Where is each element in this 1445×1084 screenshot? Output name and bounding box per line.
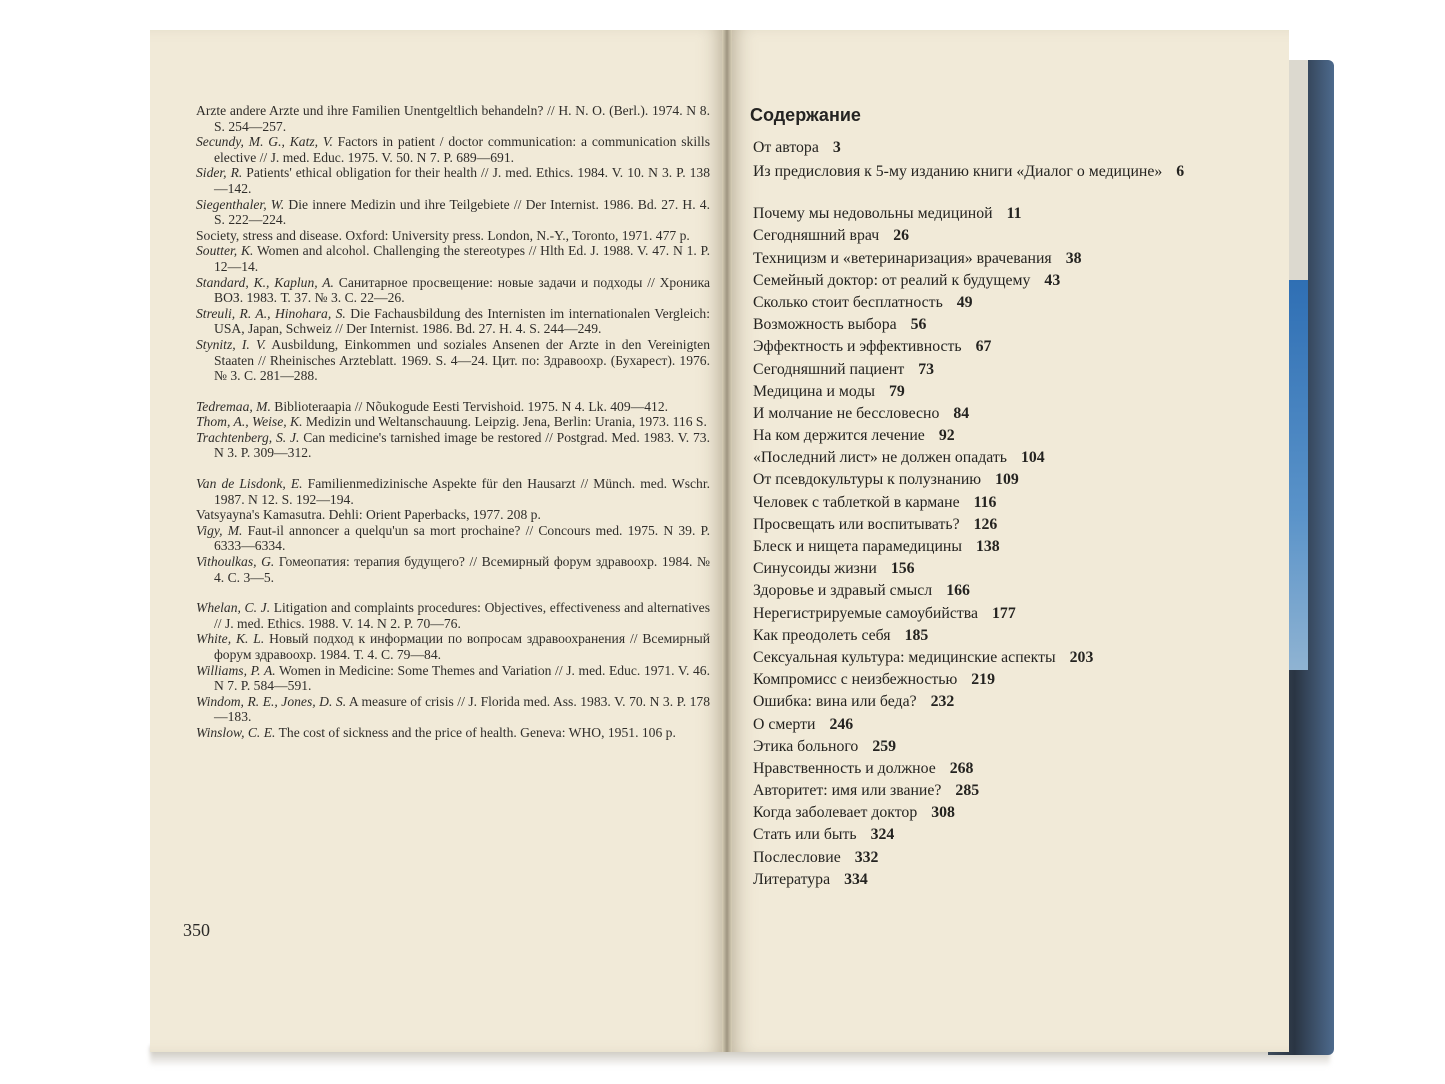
reference-entry: [196, 631, 710, 662]
toc-title: Содержание: [750, 105, 861, 125]
toc-entry-label: Человек с таблеткой в кармане: [753, 493, 960, 511]
reference-text: Новый подход к информации по вопросам здравоохранения // Всемирный форум здравоохр. 1984. Т. 4. С. 79—84.: [214, 631, 711, 662]
toc-entry: [753, 582, 1223, 604]
reference-text: Can medicine's tarnished image be restored // Postgrad. Med. 1983. V. 73. N 3. P. 309—312.: [214, 429, 710, 461]
reference-author: Trachtenberg, S. J.: [196, 429, 300, 445]
toc-entry-label: Семейный доктор: от реалий к будущему: [753, 271, 1031, 289]
toc-entry-label: «Последний лист» не должен опадать: [753, 449, 1007, 467]
toc-entry-page: 49: [956, 293, 973, 311]
page-number: 350: [183, 920, 210, 940]
toc-entry-label: Как преодолеть себя: [753, 626, 891, 644]
toc-entry-label: Сексуальная культура: медицинские аспекты: [753, 648, 1056, 666]
reference-entry: [196, 337, 710, 384]
reference-author: Windom, R. E., Jones, D. S.: [196, 693, 347, 709]
toc-entry-label: Сколько стоит бесплатность: [753, 293, 943, 311]
toc-entry-label: Литература: [753, 870, 831, 888]
reference-entry: [196, 399, 710, 415]
toc-entry-page: 43: [1044, 271, 1061, 289]
toc-entry-page: 308: [931, 804, 955, 822]
toc-entry: [753, 449, 1223, 471]
reference-text: Die Fachausbildung des Internisten im internationalen Vergleich: USA, Japan, Schweiz // Der Internist. 1986. Bd. 27. H. 4. S. 244—249.: [214, 305, 710, 337]
reference-text: Гомеопатия: терапия будущего? // Всемирный форум здравоохр. 1984. № 4. С. 3—5.: [214, 554, 710, 585]
toc-entry: [753, 383, 1223, 405]
reference-author: Vigy, M.: [196, 522, 243, 538]
toc-entry: [753, 782, 1223, 804]
reference-author: Streuli, R. A., Hinohara, S.: [196, 305, 346, 321]
toc-entry: [753, 294, 1223, 316]
reference-text: Biblioteraapia // Nõukogude Eesti Tervishoid. 1975. N 4. Lk. 409—412.: [270, 398, 669, 414]
toc-entry-label: Сегодняшний врач: [753, 227, 880, 245]
reference-entry: [196, 228, 710, 244]
toc-entry-page: 6: [1176, 163, 1185, 181]
toc-entry-page: 177: [992, 604, 1016, 622]
toc-entry-page: 104: [1021, 449, 1045, 467]
toc-entry: [753, 671, 1223, 693]
reference-text: Women in Medicine: Some Themes and Variation // J. med. Educ. 1971. V. 46. N 7. P. 584—591.: [214, 662, 710, 694]
toc-entry: [753, 871, 1223, 893]
reference-entry: [196, 600, 710, 631]
toc-entry: [753, 161, 1223, 205]
toc-entry-label: Сегодняшний пациент: [753, 360, 905, 378]
reference-text: Arzte andere Arzte und ihre Familien Unentgeltlich behandeln? // H. N. O. (Berl.). 1974. N 8. S. 254—257.: [196, 103, 710, 134]
reference-entry: [196, 103, 710, 134]
reference-author: Thom, A., Weise, K.: [196, 414, 303, 430]
toc-entry-page: 38: [1065, 249, 1082, 267]
reference-entry: [196, 554, 710, 585]
toc-entry: [753, 316, 1223, 338]
toc-entry-label: Стать или быть: [753, 826, 857, 844]
toc-entry-page: 324: [870, 826, 895, 844]
toc-entry-label: Просвещать или воспитывать?: [753, 515, 960, 533]
reference-entry: [196, 275, 710, 306]
reference-entry: [196, 243, 710, 274]
toc-entry-page: 116: [973, 493, 997, 511]
toc-entry-page: 3: [832, 139, 841, 156]
toc-entry-label: Когда заболевает доктор: [753, 804, 918, 822]
reference-entry: [196, 165, 710, 196]
reference-gap: [196, 384, 710, 399]
toc-entry: [753, 693, 1223, 715]
toc-entry-page: 259: [872, 737, 897, 755]
toc-entry-page: 92: [938, 427, 955, 445]
toc-entry: [753, 471, 1223, 493]
reference-author: Tedremaa, M.: [196, 398, 271, 414]
toc-entry-page: 73: [918, 360, 935, 378]
reference-entry: [196, 414, 710, 430]
reference-gap: [196, 585, 710, 600]
reference-text: The cost of sickness and the price of health. Geneva: WHO, 1951. 106 p.: [275, 724, 676, 740]
toc-entry-label: Нравственность и должное: [753, 759, 936, 777]
reference-entry: [196, 197, 710, 228]
toc-entry-label: Нерегистрируемые самоубийства: [753, 604, 979, 622]
toc-entry-label: Здоровье и здравый смысл: [753, 582, 933, 600]
toc-entry-page: 56: [910, 316, 927, 334]
toc-entry-page: 11: [1006, 205, 1022, 223]
toc-entry-label: Медицина и моды: [753, 382, 875, 400]
toc-entry-label: Компромисс с неизбежностью: [753, 671, 958, 689]
toc-entry-page: 232: [930, 693, 955, 711]
toc-entry: [753, 405, 1223, 427]
toc-entry: [753, 516, 1223, 538]
reference-author: Van de Lisdonk, E.: [196, 476, 303, 492]
reference-text: Factors in patient / doctor communication: a communication skills elective // J. med. Educ. 1975. V. 50. N 7. P. 689—691.: [214, 134, 710, 165]
toc-entry-page: 67: [975, 338, 992, 356]
reference-entry: [196, 663, 710, 694]
toc-entry-page: 246: [829, 715, 854, 733]
reference-text: Familienmedizinische Aspekte für den Hausarzt // Münch. med. Wschr. 1987. N 12. S. 192—194.: [214, 476, 710, 507]
toc-entry-page: 109: [995, 471, 1019, 489]
toc-entry-label: Эффектность и эффективность: [753, 338, 962, 356]
reference-entry: [196, 507, 710, 523]
reference-author: White, K. L.: [196, 631, 265, 647]
reference-text: Ausbildung, Einkommen und soziales Ansenen der Arzte in den Vereinigten Staaten // Rheinisches Arzteblatt. 1969. S. 4—24. Цит. по: Здравоохр. (Бухарест). 1976. № 3. С. 281—288.: [214, 336, 710, 384]
reference-gap: [196, 461, 710, 476]
reference-author: Williams, P. A.: [196, 662, 276, 678]
toc-entry: [753, 250, 1223, 272]
toc-entry: [753, 649, 1223, 671]
toc-entry-page: 126: [973, 515, 998, 533]
toc-entry: [753, 804, 1223, 826]
toc-entry-page: 203: [1069, 648, 1094, 666]
reference-text: Society, stress and disease. Oxford: University press. London, N.-Y., Toronto, 1971. 477 p.: [196, 227, 690, 243]
toc-entry: [753, 538, 1223, 560]
toc-entry: [753, 760, 1223, 782]
toc-entry: [753, 427, 1223, 449]
toc-entry: [753, 849, 1223, 871]
toc-entry: [753, 338, 1223, 360]
reference-entry: [196, 476, 710, 507]
reference-author: Winslow, C. E.: [196, 724, 276, 740]
toc-entry-label: От псевдокультуры к полузнанию: [753, 471, 982, 489]
reference-text: Women and alcohol. Challenging the stereotypes // Hlth Ed. J. 1988. V. 47. N 1. P. 12—14.: [214, 243, 710, 274]
reference-entry: [196, 430, 710, 461]
toc-entry-label: О смерти: [753, 715, 816, 733]
toc-entry-label: Синусоиды жизни: [753, 560, 877, 578]
toc-entry: [753, 494, 1223, 516]
reference-author: Standard, K., Kaplun, A.: [196, 274, 334, 290]
table-of-contents: [753, 139, 1223, 893]
toc-entry: [753, 361, 1223, 383]
reference-author: Whelan, C. J.: [196, 600, 271, 616]
book-gutter: [722, 30, 732, 1052]
toc-entry-page: 156: [890, 560, 915, 578]
reference-text: Vatsyayna's Kamasutra. Dehli: Orient Paperbacks, 1977. 208 p.: [196, 507, 541, 523]
reference-author: Secundy, M. G., Katz, V.: [196, 134, 333, 150]
bibliography-list: [196, 103, 710, 741]
toc-entry-page: 185: [904, 626, 929, 644]
toc-entry: [753, 716, 1223, 738]
toc-entry-page: 166: [946, 582, 970, 600]
toc-entry: [753, 826, 1223, 848]
reference-author: Siegenthaler, W.: [196, 196, 285, 212]
toc-entry-label: Из предисловия к 5-му изданию книги «Диалог о медицине»: [753, 163, 1163, 181]
toc-entry-page: 285: [955, 782, 980, 800]
reference-text: A measure of crisis // J. Florida med. Ass. 1983. V. 70. N 3. P. 178—183.: [214, 693, 710, 725]
toc-entry-label: Почему мы недовольны медициной: [753, 205, 993, 223]
toc-entry-label: Этика больного: [753, 737, 859, 755]
reference-text: Die innere Medizin und ihre Teilgebiete // Der Internist. 1986. Bd. 27. H. 4. S. 222—224.: [214, 196, 710, 228]
toc-entry: [753, 272, 1223, 294]
toc-entry-page: 79: [888, 382, 905, 400]
toc-entry: [753, 560, 1223, 582]
toc-entry: [753, 139, 1223, 161]
reference-author: Stynitz, I. V.: [196, 336, 266, 352]
reference-author: Sider, R.: [196, 165, 243, 181]
reference-entry: [196, 694, 710, 725]
reference-text: Litigation and complaints procedures: Objectives, effectiveness and alternatives // J. med. Ethics. 1988. V. 14. N 2. P. 70—76.: [214, 600, 710, 631]
toc-entry: [753, 227, 1223, 249]
reference-author: Vithoulkas, G.: [196, 554, 275, 570]
toc-entry-page: 334: [844, 870, 868, 888]
toc-entry-label: Авторитет: имя или звание?: [753, 782, 942, 800]
reference-text: Medizin und Weltanschauung. Leipzig. Jena, Berlin: Urania, 1973. 116 S.: [302, 414, 707, 430]
toc-entry-page: 138: [975, 538, 1000, 555]
toc-entry-label: Послесловие: [753, 848, 841, 866]
toc-entry-label: Ошибка: вина или беда?: [753, 693, 917, 711]
reference-entry: [196, 725, 710, 741]
toc-entry-label: И молчание не бессловесно: [753, 404, 940, 422]
toc-entry: [753, 627, 1223, 649]
toc-entry-page: 268: [949, 759, 974, 777]
reference-entry: [196, 306, 710, 337]
reference-author: Soutter, K.: [196, 243, 254, 259]
toc-entry-label: Блеск и нищета парамедицины: [753, 538, 962, 555]
toc-entry-page: 332: [854, 848, 879, 866]
reference-entry: [196, 523, 710, 554]
toc-entry-label: Техницизм и «ветеринаризация» врачевания: [753, 249, 1052, 267]
toc-entry-label: На ком держится лечение: [753, 427, 925, 445]
reference-text: Patients' ethical obligation for their health // J. med. Ethics. 1984. V. 10. N 3. P. 138—142.: [214, 165, 710, 196]
toc-entry-label: Возможность выбора: [753, 316, 897, 334]
toc-entry: [753, 738, 1223, 760]
toc-entry-page: 84: [953, 404, 970, 422]
reference-text: Faut-il annoncer a quelqu'un sa mort prochaine? // Concours med. 1975. N 39. P. 6333—6334.: [214, 522, 710, 554]
toc-entry-label: От автора: [753, 139, 819, 156]
toc-entry-page: 26: [893, 227, 909, 245]
reference-text: Санитарное просвещение: новые задачи и подходы // Хроника ВОЗ. 1983. Т. 37. № 3. С. 22—26.: [214, 274, 711, 306]
toc-entry-page: 219: [971, 671, 995, 689]
reference-entry: [196, 134, 710, 165]
toc-entry: [753, 605, 1223, 627]
toc-entry: [753, 205, 1223, 227]
